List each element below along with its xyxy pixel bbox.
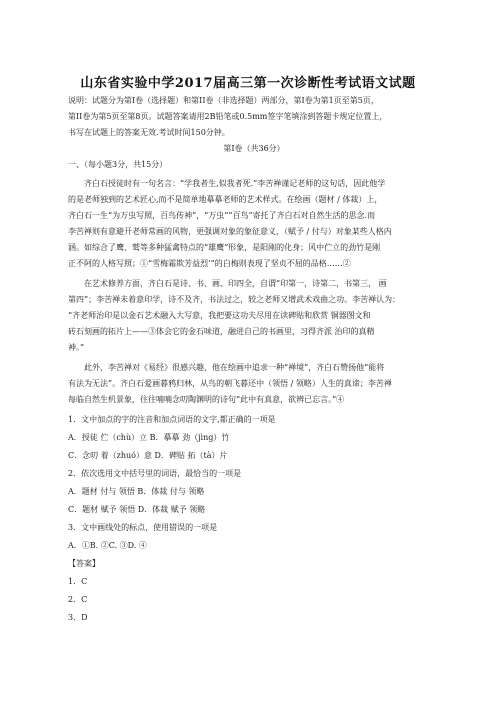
- question-line: C．念叨 着（zhuó）意 D．碑贴 拓（tà）片: [68, 451, 228, 460]
- question-line: 3．文中画线处的标点，使用错误的一项是: [68, 523, 218, 532]
- question-line: 1．文中加点的字的注音和加点词语的文字,都正确的一项是: [68, 415, 276, 424]
- question-line: C．题材 赋予 领悟 D．体裁 赋予 领略: [68, 505, 206, 514]
- answers-label: 【答案】: [68, 559, 100, 568]
- passage-line: 每临自然生机景象，往往喃喃念叨陶渊明的诗句“此中有真意，欲辨已忘言。”④: [68, 395, 345, 404]
- instructions-line-2: 第II卷为第5页至第8页。试题答案请用2B铅笔或0.5mm签字笔填涂到答题卡规定位置上，: [68, 112, 388, 121]
- question-line: 2．依次选用文中括号里的词语，最恰当的一项是: [68, 469, 242, 478]
- answer-line: 1．C: [68, 577, 88, 586]
- passage-line: 有法为无法”。齐白石爱画暮鸦归林，从鸟的朝飞暮还中（领悟 / 领略）人生的真谛；李苦禅: [68, 379, 392, 388]
- passage-line: 第四”；李苦禅未着意印学，诗不及齐，书法过之，较之老师又增武术戏曲之功。李苦禅认为：: [68, 295, 401, 304]
- passage-line: 齐白石一生“为万虫写照，百鸟传神”，“万虫”“百鸟”寄托了齐白石对自然生活的思念.而: [68, 211, 376, 220]
- passage-line: 李苦禅则有意避开老师常画的风物，更强调对象的象征意义，（赋予 / 付与）对象某些人格内: [68, 227, 392, 236]
- passage-line: 在艺术修养方面，齐白石是诗、书、画、印四全，自谓“印第一，诗第二，书第三， 画: [84, 279, 387, 288]
- passage-line: 齐白石授徒时有一句名言：“学我者生,似我者死.”李苦禅谨记老师的这句话，因此他学: [84, 179, 386, 188]
- passage-line: 神。”: [68, 343, 85, 352]
- section1-heading: 一、（每小题3分，共15分）: [68, 160, 168, 169]
- instructions-line-1: 说明：试题分为第I卷（选择题）和第II卷（非选择题）两部分，第I卷为第1页至第5页，: [68, 96, 379, 105]
- answer-line: 3．D: [68, 613, 88, 622]
- part1-heading: 第I卷（共36分）: [223, 144, 285, 153]
- passage-line: 正不阿的人格写照；①“雪梅霜欺芳益烈’”的白梅则表现了坚贞不屈的品格……②: [68, 259, 351, 268]
- passage-line: 涵。如综合了鹰、鹫等多种猛禽特点的“雄鹰”形象，是阳刚的化身；风中伫立的劲竹是刚: [68, 243, 381, 252]
- question-line: A．题材 付与 领悟 B．体裁 付与 领略: [68, 487, 205, 496]
- passage-line: 的是老师独到的艺术匠心,而不是简单地摹摹老师的艺术样式。在绘画（题材 / 体裁）上，: [68, 195, 383, 204]
- passage-line: 砖石刻画的拓片上——③体会它的金石味道，融进自己的书画里，习得齐派 治印的真精: [68, 327, 375, 336]
- question-line: A．授徒 伫（chù）立 B．摹摹 劲（jìng）竹: [68, 433, 230, 442]
- instructions-line-3: 书写在试题上的答案无效.考试时间150分钟。: [68, 128, 230, 137]
- answer-line: 2．C: [68, 595, 88, 604]
- passage-line: “齐老师治印是以金石艺术融入大写意，我把要这功夫尽用在读碑贴和欣赏 铜器图文和: [68, 311, 371, 320]
- passage-line: 此外，李苦禅对《易经》很感兴趣，他在绘画中追求一种“禅境”，齐白石赞扬他“能将: [84, 363, 385, 372]
- question-line: A．①B. ②C. ③D. ④: [68, 541, 147, 550]
- exam-title: 山东省实验中学2017届高三第一次诊断性考试语文试题: [80, 76, 416, 91]
